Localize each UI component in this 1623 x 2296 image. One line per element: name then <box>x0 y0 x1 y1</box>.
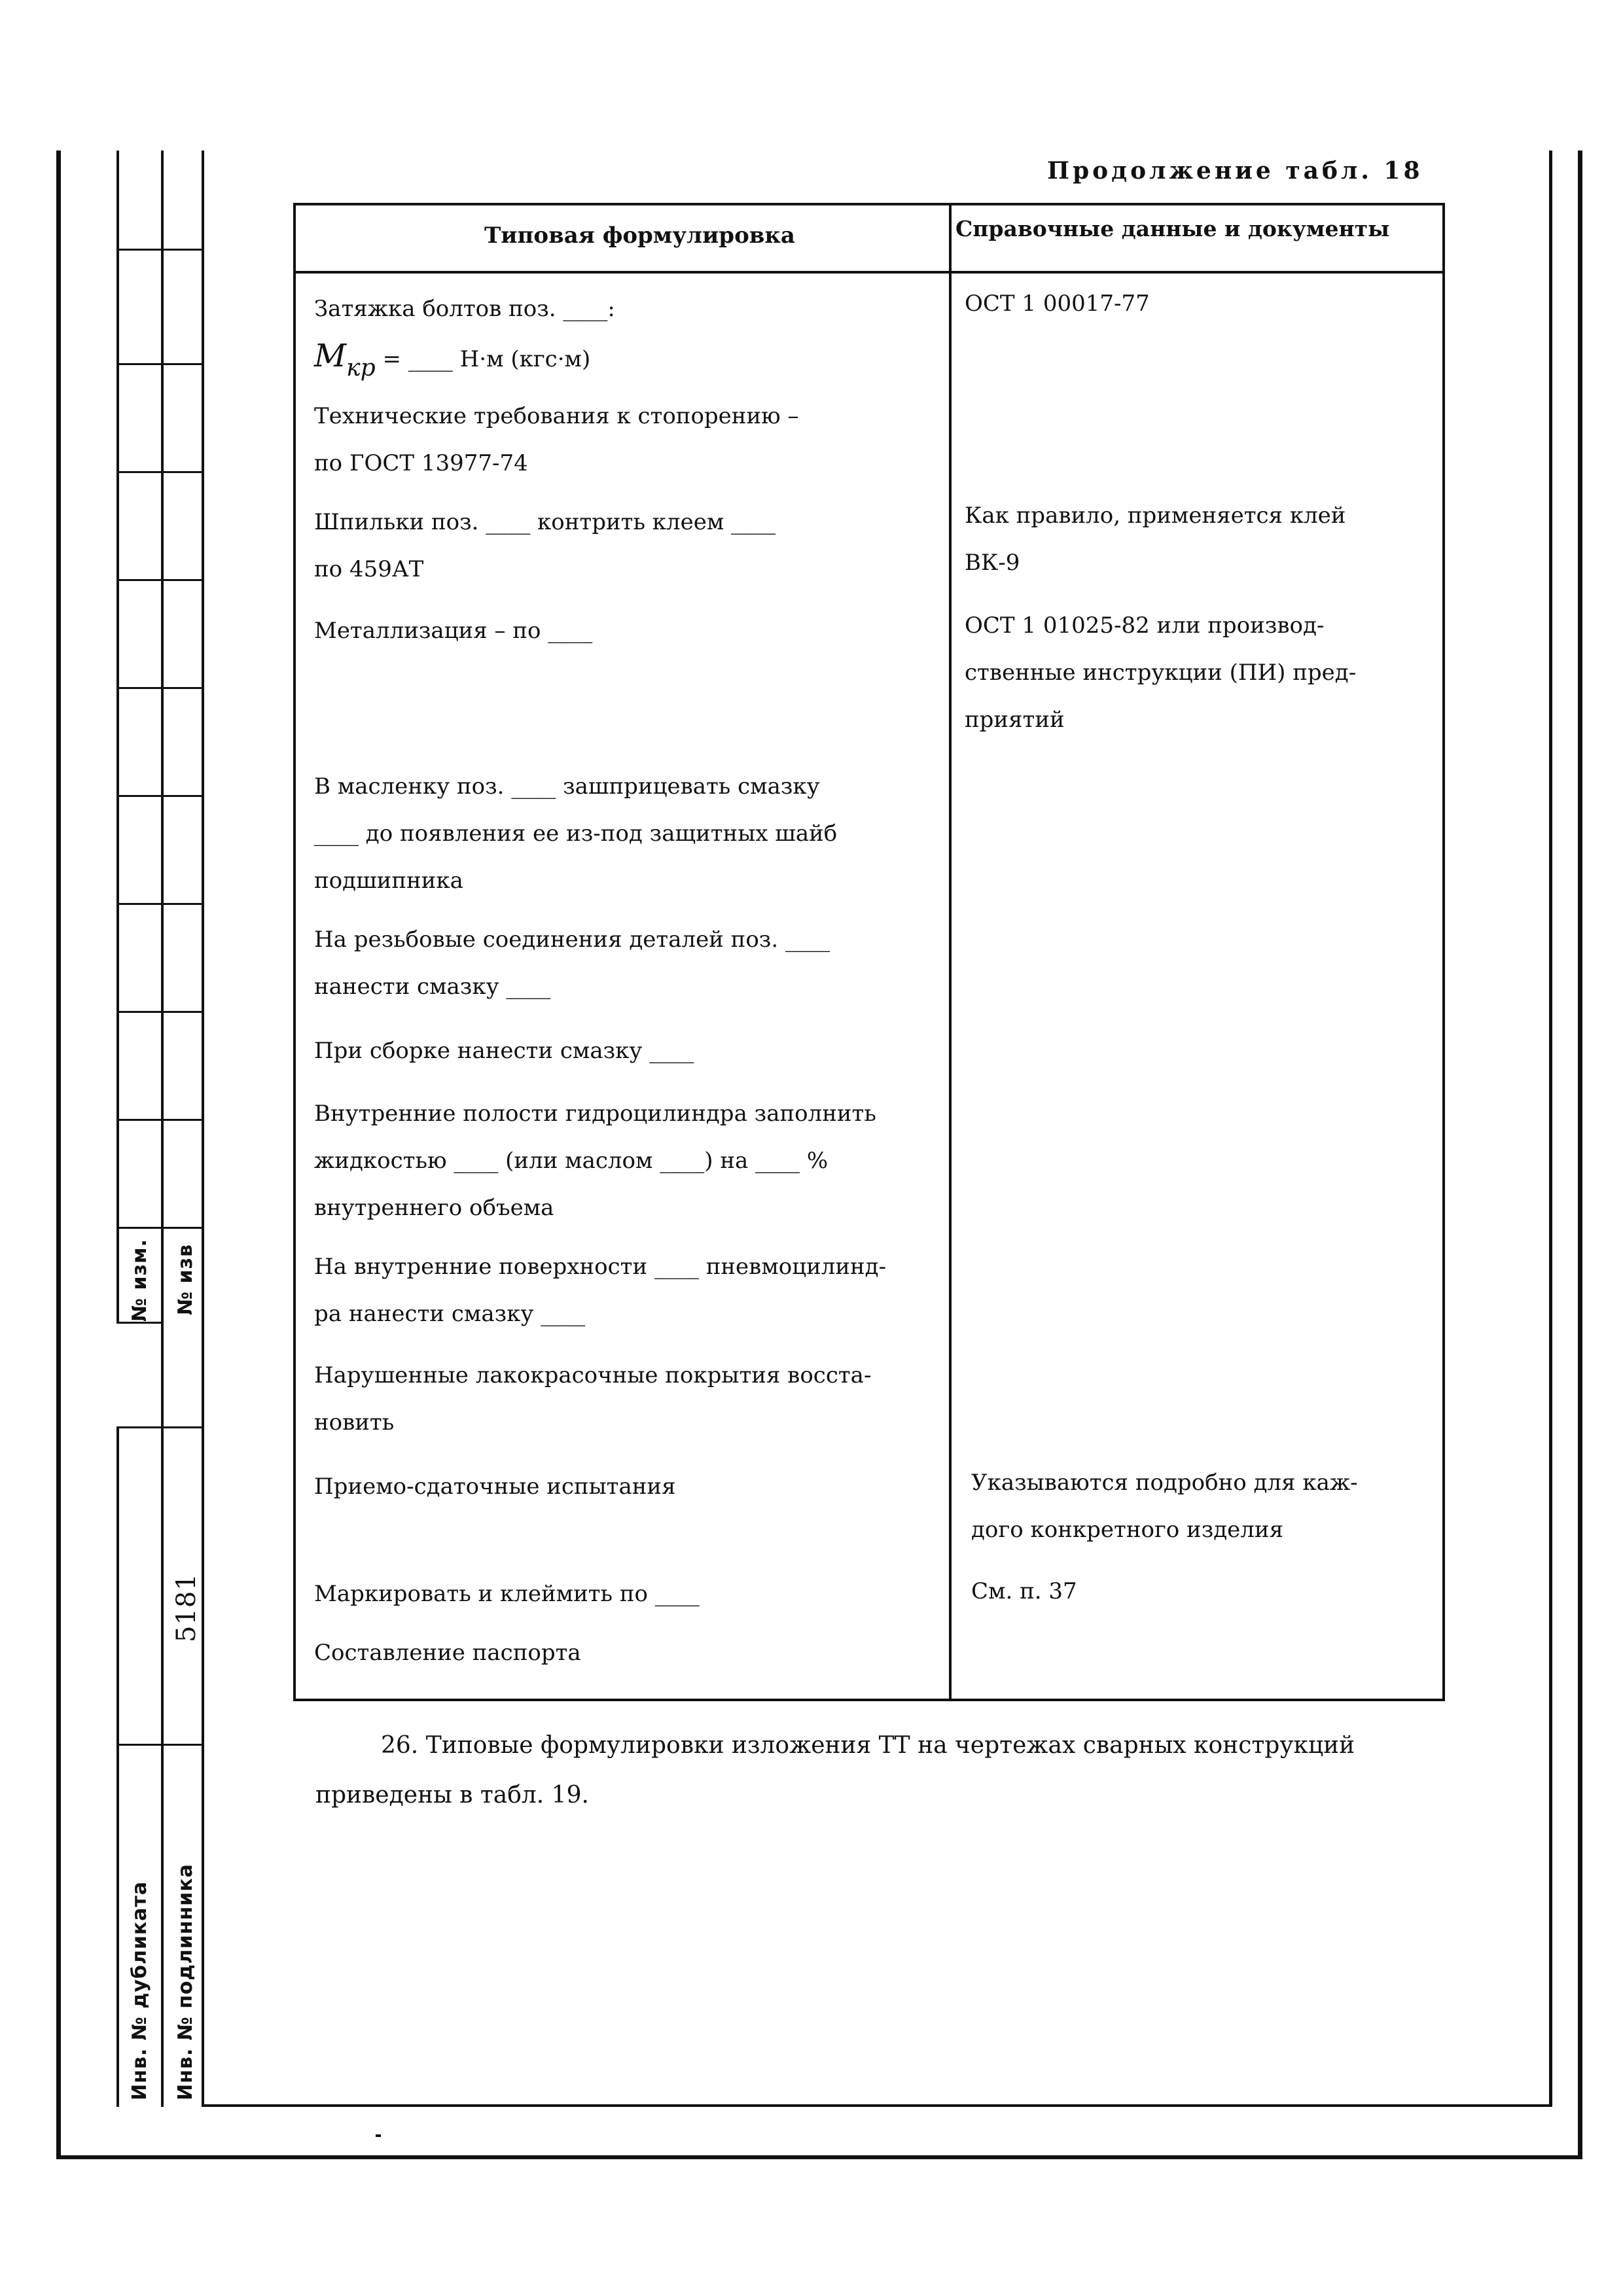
row-assembly-grease: При сборке нанести смазку ____ <box>314 1038 694 1064</box>
margin-rule <box>116 1119 204 1121</box>
row-locking-requirements: Технические требования к стопорению – по ГОСТ 13977-74 <box>314 403 799 476</box>
ref-specified-per-item: Указываются подробно для каж- дого конкретного изделия <box>971 1470 1358 1543</box>
ref-ost-01025: ОСТ 1 01025-82 или производ- ственные инструкции (ПИ) пред- приятий <box>965 612 1357 733</box>
table-caption: Продолжение табл. 18 <box>1047 157 1423 185</box>
margin-rule <box>116 1227 204 1229</box>
ref-glue-vk9: Как правило, применяется клей ВК-9 <box>965 503 1346 576</box>
ref-see-p37: См. п. 37 <box>971 1578 1077 1604</box>
margin-duplicate-inv-label: Инв. № дубликата <box>128 1881 151 2100</box>
margin-rule <box>116 1744 204 1746</box>
row-bolt-tightening: Затяжка болтов поз. ____: <box>314 296 615 322</box>
margin-original-inv-label: Инв. № подлинника <box>174 1863 197 2100</box>
margin-rule <box>116 1011 204 1013</box>
paragraph-26-line2: приведены в табл. 19. <box>315 1782 589 1809</box>
torque-units: = ____ Н·м (кгс·м) <box>382 346 591 372</box>
margin-rule <box>116 1426 204 1428</box>
margin-col1-line-bottom <box>116 1426 119 2107</box>
torque-subscript: кр <box>346 355 376 381</box>
margin-col2-line <box>161 150 164 2107</box>
margin-document-number: 5181 <box>171 1573 202 1642</box>
row-pneumatic-cylinder: На внутренние поверхности ____ пневмоцилинд- ра нанести смазку ____ <box>314 1254 887 1327</box>
header-reference-data: Справочные данные и документы <box>955 216 1390 241</box>
margin-rule <box>116 471 204 473</box>
margin-rule <box>116 363 204 365</box>
header-typical-wording: Типовая формулировка <box>484 222 795 249</box>
row-metallization: Металлизация – по ____ <box>314 618 593 644</box>
margin-izv-label: № изв <box>174 1244 197 1315</box>
stray-mark <box>376 2134 381 2137</box>
row-studs: Шпильки поз. ____ контрить клеем ____ по 459АТ <box>314 509 776 582</box>
row-acceptance-tests: Приемо-сдаточные испытания <box>314 1474 676 1500</box>
row-passport: Составление паспорта <box>314 1640 581 1666</box>
margin-rule <box>116 1322 162 1324</box>
row-paint-restore: Нарушенные лакокрасочные покрытия восста- новить <box>314 1362 872 1436</box>
margin-rule <box>116 795 204 797</box>
row-grease-fitting: В масленку поз. ____ зашприцевать смазку ____ до появления ее из-под защитных шайб подшипника <box>314 773 838 894</box>
margin-izm-label: № изм. <box>128 1239 151 1322</box>
margin-rule <box>116 903 204 905</box>
margin-col1-line-top <box>116 150 119 1322</box>
margin-rule <box>116 687 204 689</box>
table-column-divider <box>949 203 952 1701</box>
paragraph-26 <box>315 1721 1441 1820</box>
row-threaded-joints: На резьбовые соединения деталей поз. ____ нанести смазку ____ <box>314 927 830 1000</box>
paragraph-26-line1: 26. Типовые формулировки изложения ТТ на чертежах сварных конструкций <box>381 1732 1355 1759</box>
ref-ost-00017: ОСТ 1 00017-77 <box>965 291 1150 317</box>
row-torque-formula <box>314 332 590 383</box>
row-hydraulic-cylinder: Внутренние полости гидроцилиндра заполнить жидкостью ____ (или маслом ____) на ____ % внутреннего объема <box>314 1101 876 1221</box>
torque-symbol: M <box>314 338 347 374</box>
margin-rule <box>116 249 204 251</box>
margin-rule <box>116 579 204 581</box>
row-marking: Маркировать и клеймить по ____ <box>314 1581 700 1607</box>
